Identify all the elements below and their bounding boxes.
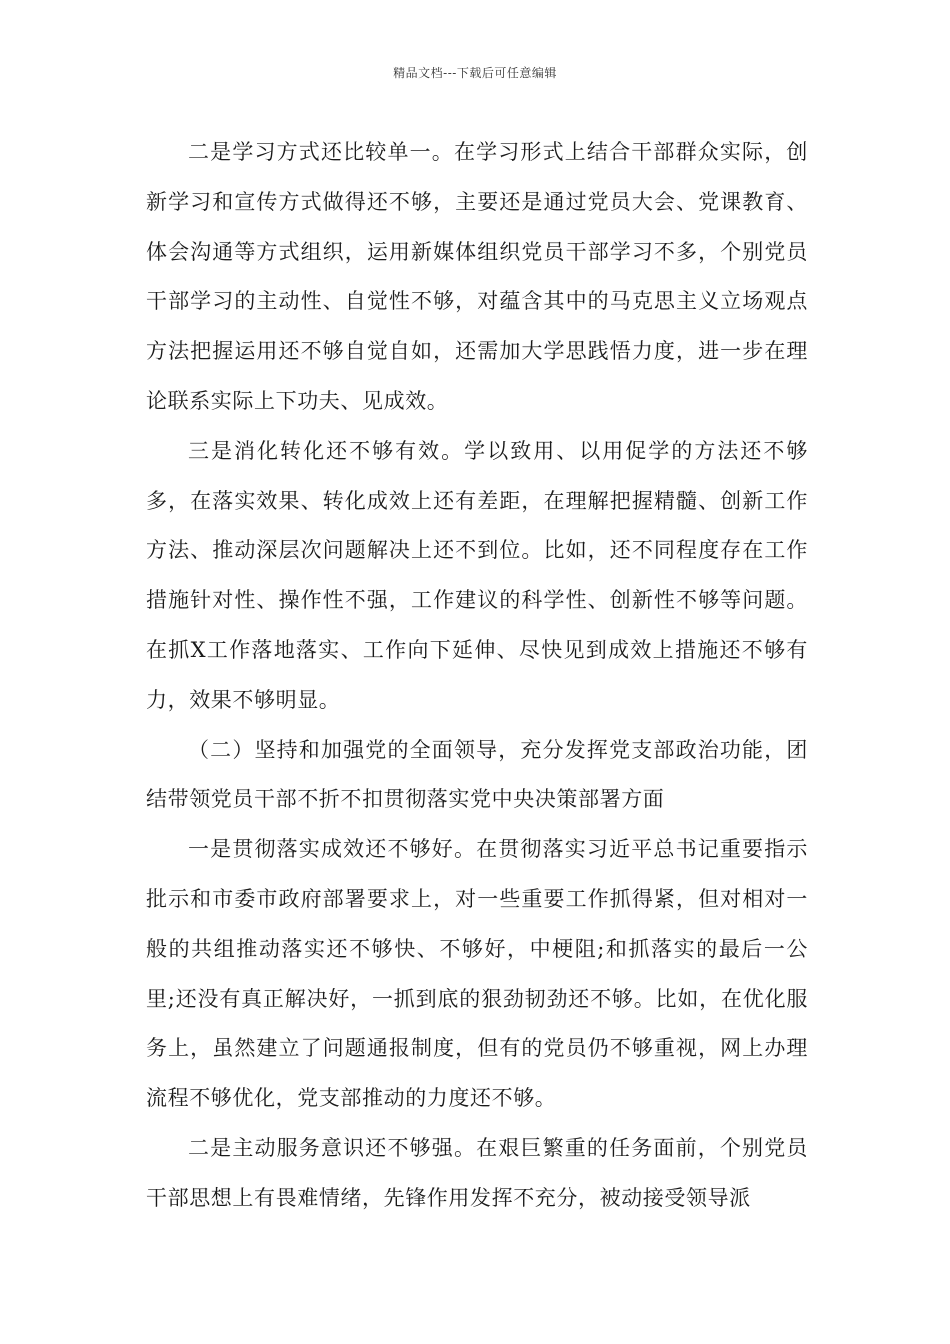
paragraph-digestion-transformation: 三是消化转化还不够有效。学以致用、以用促学的方法还不够多，在落实效果、转化成效上还有差距，在理解把握精髓、创新工作方法、推动深层次问题解决上还不到位。比如，还不同程度存在工作措施针对性、操作性不强，工作建议的科学性、创新性不够等问题。在抓X工作落地落实、工作向下延伸、尽快见到成效上措施还不够有力，效果不够明显。 xyxy=(146,438,808,712)
document-body xyxy=(146,128,808,1224)
section-heading-party-leadership: （二）坚持和加强党的全面领导，充分发挥党支部政治功能，团结带领党员干部不折不扣贯彻落实党中央决策部署方面 xyxy=(146,737,808,812)
paragraph-service-awareness: 二是主动服务意识还不够强。在艰巨繁重的任务面前，个别党员干部思想上有畏难情绪，先锋作用发挥不充分，被动接受领导派 xyxy=(146,1135,808,1210)
page-header: 精品文档---下载后可任意编辑 xyxy=(393,66,557,80)
paragraph-study-method: 二是学习方式还比较单一。在学习形式上结合干部群众实际，创新学习和宣传方式做得还不够，主要还是通过党员大会、党课教育、体会沟通等方式组织，运用新媒体组织党员干部学习不多，个别党员干部学习的主动性、自觉性不够，对蕴含其中的马克思主义立场观点方法把握运用还不够自觉自如，还需加大学思践悟力度，进一步在理论联系实际上下功夫、见成效。 xyxy=(146,140,808,413)
paragraph-implementation-effect: 一是贯彻落实成效还不够好。在贯彻落实习近平总书记重要指示批示和市委市政府部署要求上，对一些重要工作抓得紧，但对相对一般的共组推动落实还不够快、不够好，中梗阻;和抓落实的最后一公里;还没有真正解决好，一抓到底的狠劲韧劲还不够。比如，在优化服务上，虽然建立了问题通报制度，但有的党员仍不够重视，网上办理流程不够优化，党支部推动的力度还不够。 xyxy=(146,837,808,1111)
